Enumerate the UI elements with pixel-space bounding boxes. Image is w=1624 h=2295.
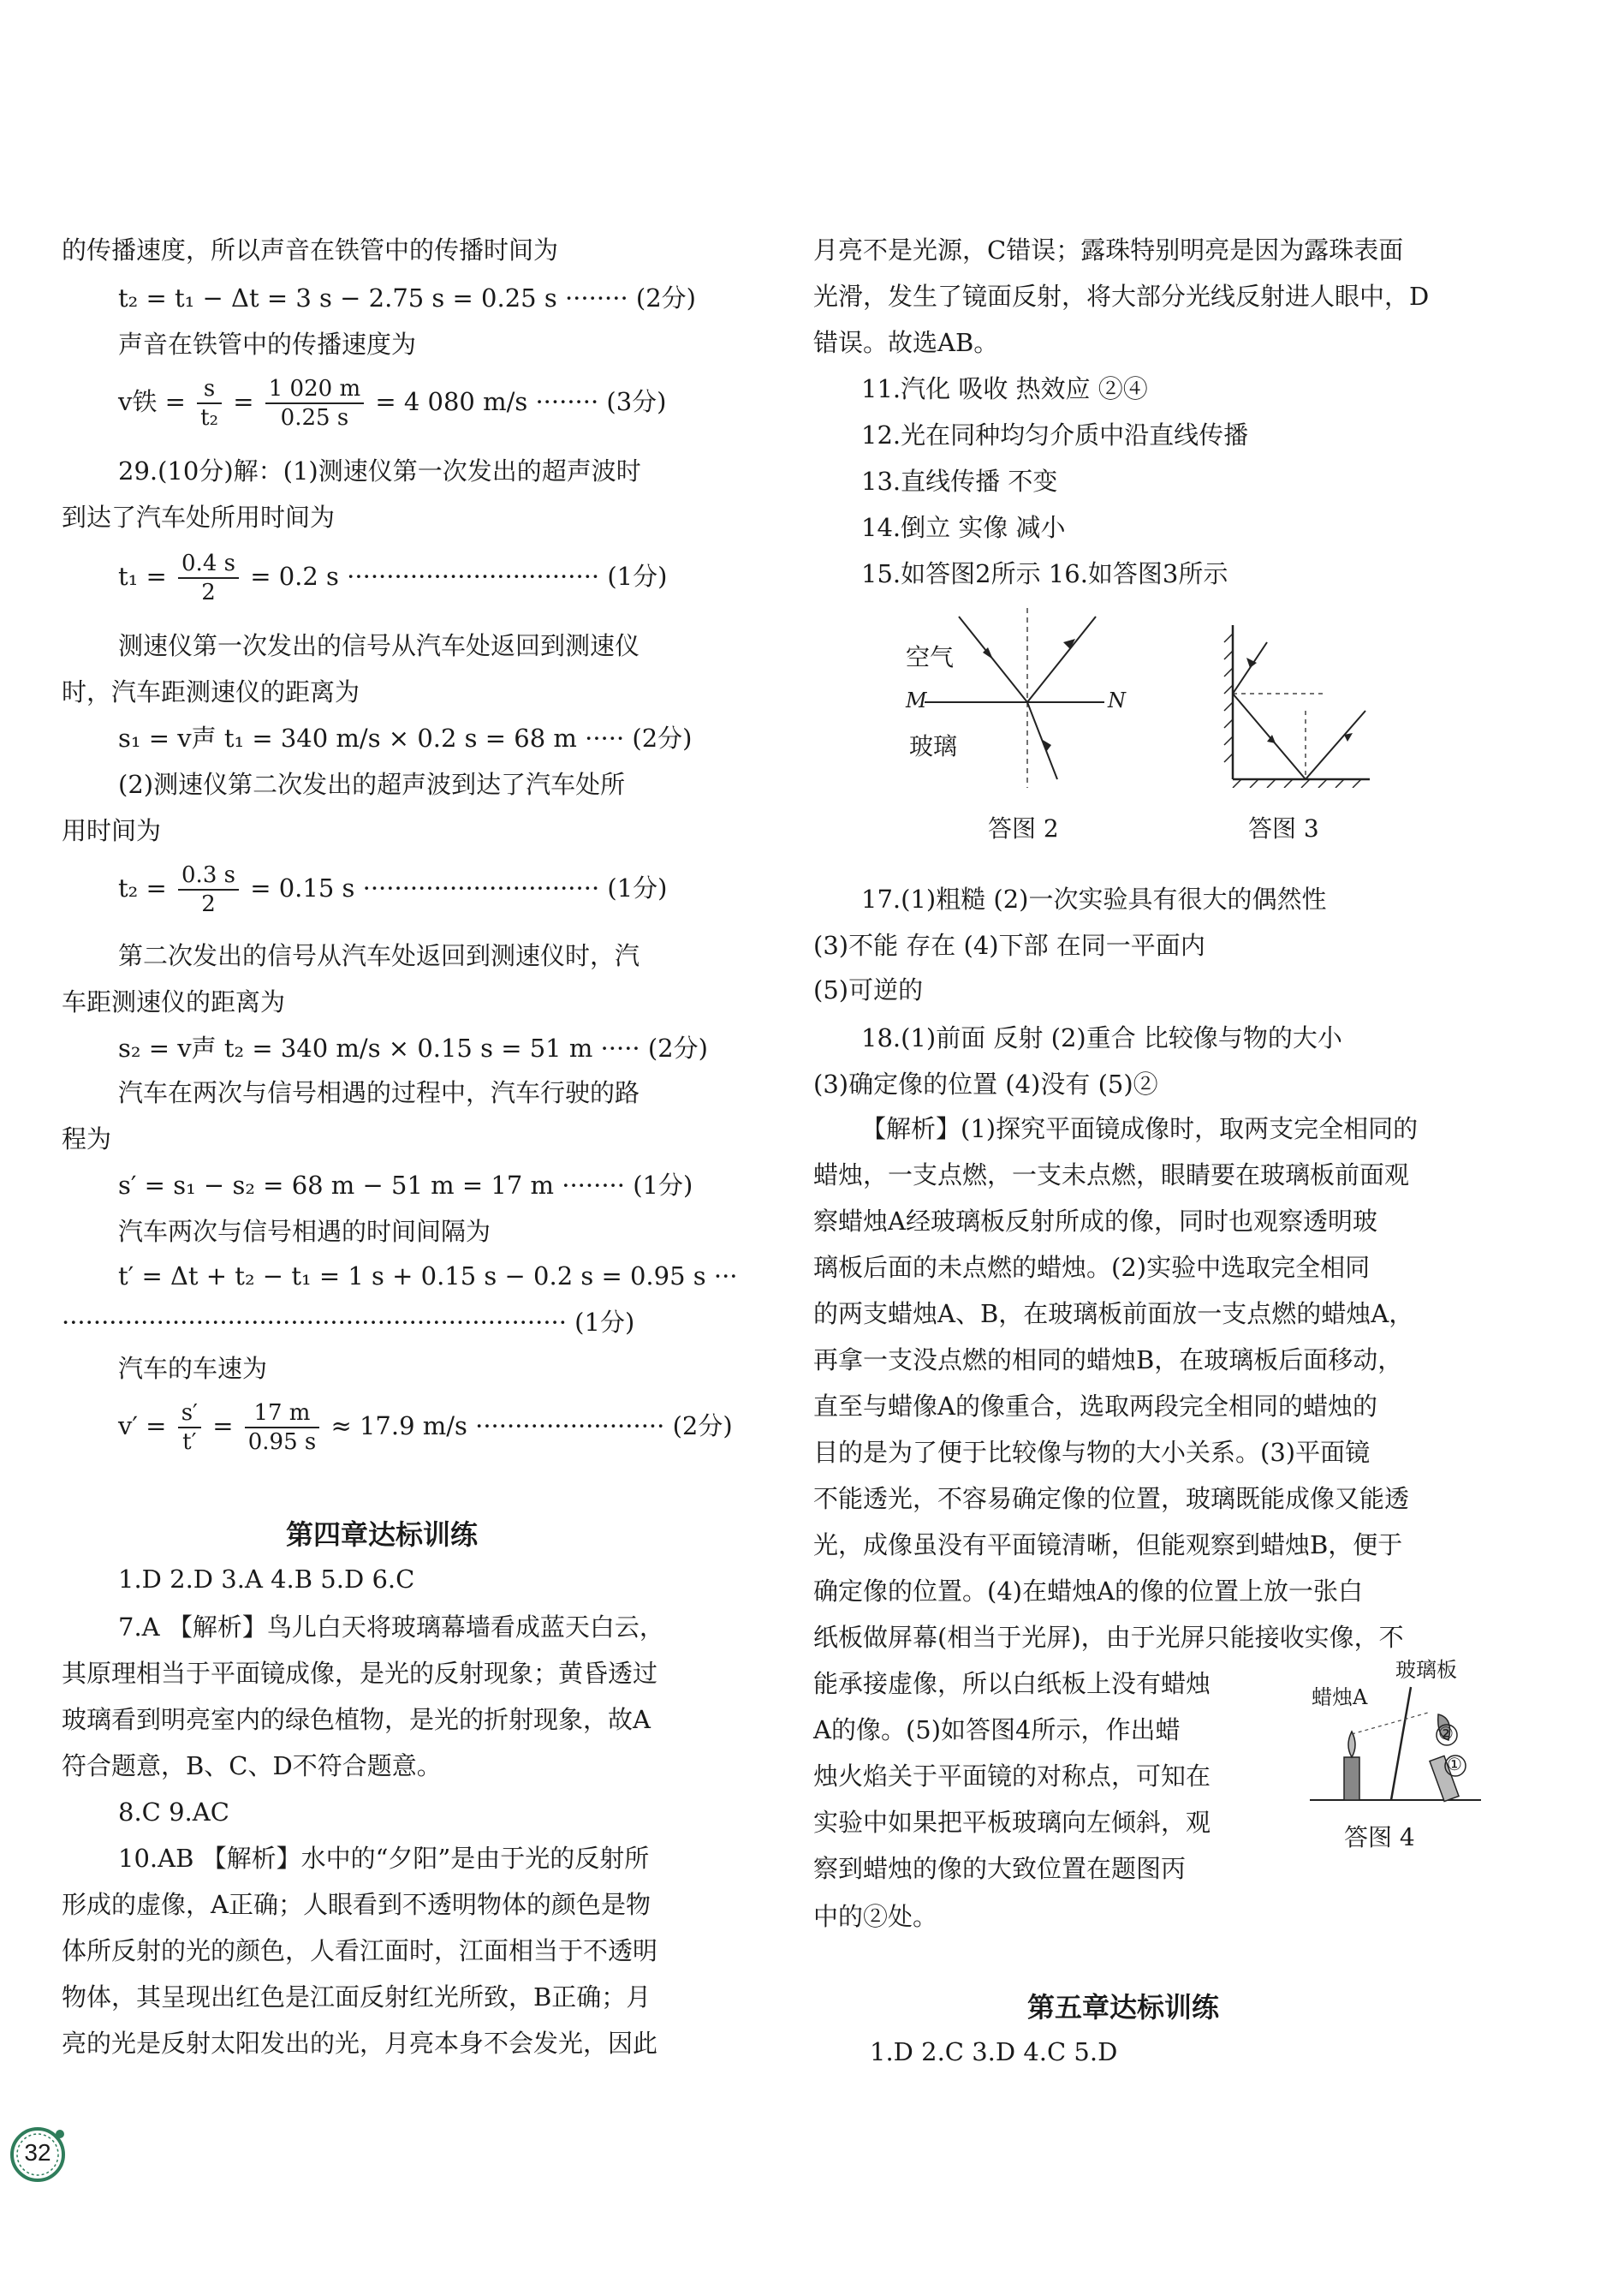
text-line: 【解析】(1)探究平面镜成像时，取两支完全相同的 [861,1114,1419,1143]
answer-line: 11.汽化 吸收 热效应 ②④ [861,374,1148,403]
text-line: 蜡烛，一支点燃，一支未点燃，眼睛要在玻璃板前面观 [813,1160,1410,1189]
text-line: 体所反射的光的颜色，人看江面时，江面相当于不透明 [62,1936,658,1965]
eq-rhs: ≈ 17.9 m/s ························ (2分) [330,1411,733,1440]
answer-line: 8.C 9.AC [118,1797,229,1827]
text-line: 纸板做屏幕(相当于光屏)，由于光屏只能接收实像，不 [813,1623,1404,1652]
numerator: 17 m [245,1399,320,1428]
numerator: 0.4 s [178,550,239,579]
fraction [245,1399,320,1456]
figure-4-candle [1310,1658,1481,1807]
text-line: 光滑，发生了镜面反射，将大部分光线反射进人眼中，D [813,282,1430,311]
answer-line: 14.倒立 实像 减小 [861,513,1066,542]
answer-line: (3)不能 存在 (4)下部 在同一平面内 [813,931,1205,960]
candle-a-label: 蜡烛A [1312,1685,1368,1709]
equation-line: s₂ = v声 t₂ = 340 m/s × 0.15 s = 51 m ····· (2分) [118,1034,708,1063]
m-label: M [906,688,927,712]
fraction [197,375,222,432]
denominator: t′ [182,1429,197,1455]
fraction [178,550,239,606]
denominator: t₂ [200,405,218,431]
numerator: 0.3 s [178,861,239,891]
figure-2-caption: 答图 2 [988,814,1059,843]
text-line: 到达了汽车处所用时间为 [62,503,336,532]
text-line: 10.AB 【解析】水中的“夕阳”是由于光的反射所 [118,1844,650,1873]
text-line: 光，成像虽没有平面镜清晰，但能观察到蜡烛B，便于 [813,1530,1403,1559]
text-line: 程为 [62,1124,112,1153]
refraction-diagram [899,599,1121,796]
figure-2-refraction [899,599,1126,796]
numerator: s′ [178,1399,201,1428]
text-line: 物体，其呈现出红色是江面反射红光所致，B正确；月 [62,1982,651,2012]
text-line: 玻璃看到明亮室内的绿色植物，是光的折射现象，故A [62,1705,651,1734]
equation-speed [118,1394,733,1457]
text-line: 汽车两次与信号相遇的时间间隔为 [118,1217,491,1246]
answer-line: 13.直线传播 不变 [861,467,1058,496]
answer-line: 18.(1)前面 反射 (2)重合 比较像与物的大小 [861,1023,1342,1052]
text-line: 亮的光是反射太阳发出的光，月亮本身不会发光，因此 [62,2029,658,2058]
glass-label: 玻璃 [909,732,958,760]
answer-line: 1.D 2.D 3.A 4.B 5.D 6.C [118,1565,415,1594]
equation-line: s′ = s₁ − s₂ = 68 m − 51 m = 17 m ········ (1分) [118,1171,693,1200]
text-line: 目的是为了便于比较像与物的大小关系。(3)平面镜 [813,1438,1371,1467]
equals: = [212,1411,234,1440]
text-line: 汽车在两次与信号相遇的过程中，汽车行驶的路 [118,1078,640,1107]
figure-4-caption: 答图 4 [1344,1823,1415,1851]
text-line: 用时间为 [62,816,162,845]
text-line: 中的②处。 [813,1902,938,1931]
answer-line: (5)可逆的 [813,975,924,1004]
eq-lhs: v铁 = [118,387,186,416]
eq-lhs: t₂ = [118,873,167,903]
text-line: 察到蜡烛的像的大致位置在题图丙 [813,1854,1187,1883]
equation-velocity [118,370,667,433]
answer-line: 1.D 2.C 3.D 4.C 5.D [870,2037,1118,2066]
equation-t2 [118,856,667,920]
text-line: 实验中如果把平板玻璃向左倾斜，观 [813,1808,1211,1837]
equation-line: ································································ (1分) [62,1308,635,1337]
answer-line: 15.如答图2所示 16.如答图3所示 [861,559,1228,588]
text-line: 声音在铁管中的传播速度为 [118,330,417,359]
denominator: 0.95 s [247,1429,317,1455]
eq-lhs: t₁ = [118,562,167,591]
numerator: s [197,375,222,404]
equation-line: t′ = Δt + t₂ − t₁ = 1 s + 0.15 s − 0.2 s = 0.95 s ··· [118,1261,738,1291]
air-label: 空气 [906,643,955,671]
text-line: 其原理相当于平面镜成像，是光的反射现象；黄昏透过 [62,1659,658,1688]
text-line: 时，汽车距测速仪的距离为 [62,677,360,706]
text-line: 错误。故选AB。 [813,328,999,357]
mirror-diagram [1207,617,1378,788]
denominator: 0.25 s [280,405,349,431]
fraction [178,861,239,918]
text-line: 符合题意，B、C、D不符合题意。 [62,1751,442,1780]
text-line: (2)测速仪第二次发出的超声波到达了汽车处所 [118,770,626,799]
text-line: 确定像的位置。(4)在蜡烛A的像的位置上放一张白 [813,1577,1364,1606]
eq-rhs: = 0.15 s ······························ (1分) [250,873,668,903]
figure-3-mirrors [1207,617,1378,788]
text-line: 能承接虚像，所以白纸板上没有蜡烛 [813,1669,1211,1698]
text-line: 形成的虚像，A正确；人眼看到不透明物体的颜色是物 [62,1890,651,1919]
section-heading: 第五章达标训练 [1027,1991,1220,2024]
denominator: 2 [201,891,216,917]
denominator: 2 [201,580,216,605]
text-line: 29.(10分)解：(1)测速仪第一次发出的超声波时 [118,456,641,486]
answer-line: 17.(1)粗糙 (2)一次实验具有很大的偶然性 [861,885,1327,914]
text-line: 的两支蜡烛A、B，在玻璃板前面放一支点燃的蜡烛A， [813,1299,1414,1328]
answer-line: (3)确定像的位置 (4)没有 (5)② [813,1070,1158,1099]
text-line: 汽车的车速为 [118,1354,268,1383]
n-label: N [1108,688,1126,712]
position-1-marker: ① [1447,1754,1462,1774]
numerator: 1 020 m [265,375,364,404]
position-2-marker: ② [1438,1723,1454,1744]
text-line: 不能透光，不容易确定像的位置，玻璃既能成像又能透 [813,1484,1410,1513]
text-line: A的像。(5)如答图4所示，作出蜡 [813,1715,1181,1744]
text-line: 直至与蜡像A的像重合，选取两段完全相同的蜡烛的 [813,1392,1377,1421]
text-line: 察蜡烛A经玻璃板反射所成的像，同时也观察透明玻 [813,1207,1377,1236]
text-line: 再拿一支没点燃的相同的蜡烛B，在玻璃板后面移动， [813,1345,1403,1374]
text-line: 璃板后面的未点燃的蜡烛。(2)实验中选取完全相同 [813,1253,1371,1282]
page-number-badge [7,2124,68,2185]
eq-rhs: = 4 080 m/s ········ (3分) [375,387,667,416]
equals: = [233,387,254,416]
answer-line: 12.光在同种均匀介质中沿直线传播 [861,420,1249,450]
text-line: 车距测速仪的距离为 [62,987,286,1016]
eq-lhs: v′ = [118,1411,167,1440]
text-line: 烛火焰关于平面镜的对称点，可知在 [813,1761,1211,1791]
equation-line: s₁ = v声 t₁ = 340 m/s × 0.2 s = 68 m ····· (2分) [118,724,693,753]
eq-rhs: = 0.2 s ································ (1分) [250,562,668,591]
equation-t1 [118,545,667,608]
text-line: 7.A 【解析】鸟儿白天将玻璃幕墙看成蓝天白云， [118,1612,664,1642]
text-line: 月亮不是光源，C错误；露珠特别明亮是因为露珠表面 [813,235,1404,265]
fraction [178,1399,201,1456]
equation-line: t₂ = t₁ − Δt = 3 s − 2.75 s = 0.25 s ········ (2分) [118,283,696,313]
text-line: 的传播速度，所以声音在铁管中的传播时间为 [62,235,559,265]
section-heading: 第四章达标训练 [286,1518,479,1551]
figure-3-caption: 答图 3 [1248,814,1319,843]
text-line: 测速仪第一次发出的信号从汽车处返回到测速仪 [118,631,640,660]
fraction [265,375,364,432]
glass-plate-label: 玻璃板 [1395,1658,1457,1682]
page-number: 32 [24,2139,51,2166]
text-line: 第二次发出的信号从汽车处返回到测速仪时，汽 [118,941,640,970]
